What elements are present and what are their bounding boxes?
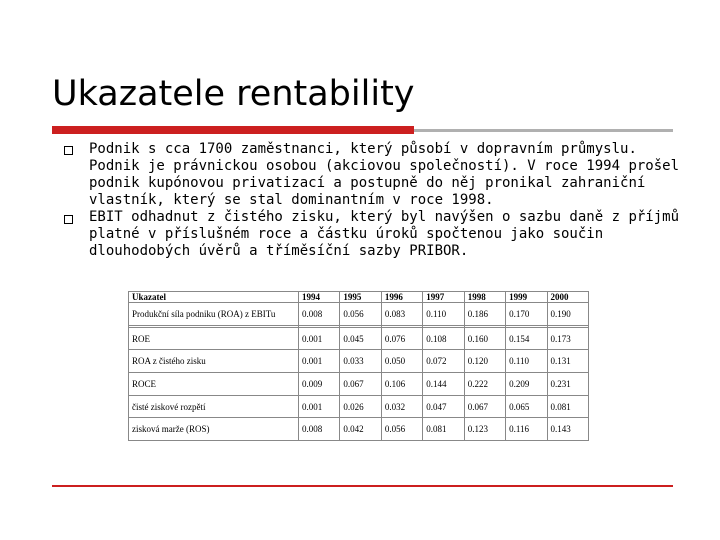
table-cell: 0.045 bbox=[340, 327, 381, 350]
table-header-cell: 1998 bbox=[464, 292, 505, 303]
table-cell: 0.067 bbox=[340, 373, 381, 396]
table-cell: ROE bbox=[129, 327, 299, 350]
table-header-cell: 1996 bbox=[381, 292, 422, 303]
table-cell: 0.120 bbox=[464, 350, 505, 373]
table-cell: 0.001 bbox=[299, 395, 340, 418]
table-cell: 0.110 bbox=[506, 350, 547, 373]
table-cell: 0.056 bbox=[340, 303, 381, 326]
table-header-cell: 2000 bbox=[547, 292, 588, 303]
table-cell: 0.067 bbox=[464, 395, 505, 418]
table-cell: 0.108 bbox=[423, 327, 464, 350]
table-row bbox=[129, 395, 589, 418]
square-bullet-icon bbox=[64, 215, 73, 224]
slide-title: Ukazatele rentability bbox=[52, 74, 415, 114]
table-cell: 0.008 bbox=[299, 418, 340, 441]
table-cell: ROA z čistého zisku bbox=[129, 350, 299, 373]
table-cell: 0.026 bbox=[340, 395, 381, 418]
table-cell: 0.160 bbox=[464, 327, 505, 350]
table-cell: 0.116 bbox=[506, 418, 547, 441]
table-cell: 0.065 bbox=[506, 395, 547, 418]
table-cell: 0.209 bbox=[506, 373, 547, 396]
table-cell: 0.042 bbox=[340, 418, 381, 441]
table-cell: 0.144 bbox=[423, 373, 464, 396]
table-cell: 0.033 bbox=[340, 350, 381, 373]
table-cell: 0.186 bbox=[464, 303, 505, 326]
title-underline-red bbox=[52, 126, 414, 134]
profitability-table bbox=[128, 291, 589, 441]
table-header-cell: 1999 bbox=[506, 292, 547, 303]
table-header-cell: 1994 bbox=[299, 292, 340, 303]
table-cell: 0.047 bbox=[423, 395, 464, 418]
table-cell: ROCE bbox=[129, 373, 299, 396]
table-cell: 0.009 bbox=[299, 373, 340, 396]
table-row bbox=[129, 303, 589, 326]
table-cell: 0.081 bbox=[423, 418, 464, 441]
table-row bbox=[129, 418, 589, 441]
table-cell: 0.222 bbox=[464, 373, 505, 396]
table-cell: Produkční síla podniku (ROA) z EBITu bbox=[129, 303, 299, 326]
table-row bbox=[129, 327, 589, 350]
table-cell: 0.081 bbox=[547, 395, 588, 418]
square-bullet-icon bbox=[64, 146, 73, 155]
table-cell: 0.076 bbox=[381, 327, 422, 350]
table-cell: zisková marže (ROS) bbox=[129, 418, 299, 441]
table-cell: 0.083 bbox=[381, 303, 422, 326]
table-cell: 0.190 bbox=[547, 303, 588, 326]
table-cell: 0.173 bbox=[547, 327, 588, 350]
table-cell: 0.170 bbox=[506, 303, 547, 326]
table-cell: 0.123 bbox=[464, 418, 505, 441]
table-row bbox=[129, 373, 589, 396]
table-cell: 0.231 bbox=[547, 373, 588, 396]
table-cell: 0.072 bbox=[423, 350, 464, 373]
table-cell: čisté ziskové rozpětí bbox=[129, 395, 299, 418]
bullet-text: EBIT odhadnut z čistého zisku, který byl navýšen o sazbu daně z příjmů platné v příslušném roce a částku úroků spočtenou jako součin dlouhodobých úvěrů a tříměsíční sazby PRIBOR. bbox=[89, 209, 680, 259]
title-underline-gray bbox=[414, 129, 673, 132]
table-cell: 0.032 bbox=[381, 395, 422, 418]
table-header-cell: Ukazatel bbox=[129, 292, 299, 303]
table-row bbox=[129, 350, 589, 373]
table-cell: 0.106 bbox=[381, 373, 422, 396]
table-cell: 0.154 bbox=[506, 327, 547, 350]
bullet-text: Podnik s cca 1700 zaměstnanci, který působí v dopravním průmyslu. Podnik je právnickou osobou (akciovou společností). V roce 1994 prošel podnik kupónovou privatizací a postupně do něj pronikal zahraniční vlastník, který se stal dominantním v roce 1998. bbox=[89, 141, 680, 208]
table-header-row bbox=[129, 292, 589, 303]
table-cell: 0.001 bbox=[299, 327, 340, 350]
bottom-rule bbox=[52, 485, 673, 487]
table-cell: 0.131 bbox=[547, 350, 588, 373]
table-header-cell: 1997 bbox=[423, 292, 464, 303]
table-cell: 0.110 bbox=[423, 303, 464, 326]
table-header-cell: 1995 bbox=[340, 292, 381, 303]
table-cell: 0.001 bbox=[299, 350, 340, 373]
table-cell: 0.050 bbox=[381, 350, 422, 373]
table-cell: 0.143 bbox=[547, 418, 588, 441]
table-cell: 0.008 bbox=[299, 303, 340, 326]
table-cell: 0.056 bbox=[381, 418, 422, 441]
